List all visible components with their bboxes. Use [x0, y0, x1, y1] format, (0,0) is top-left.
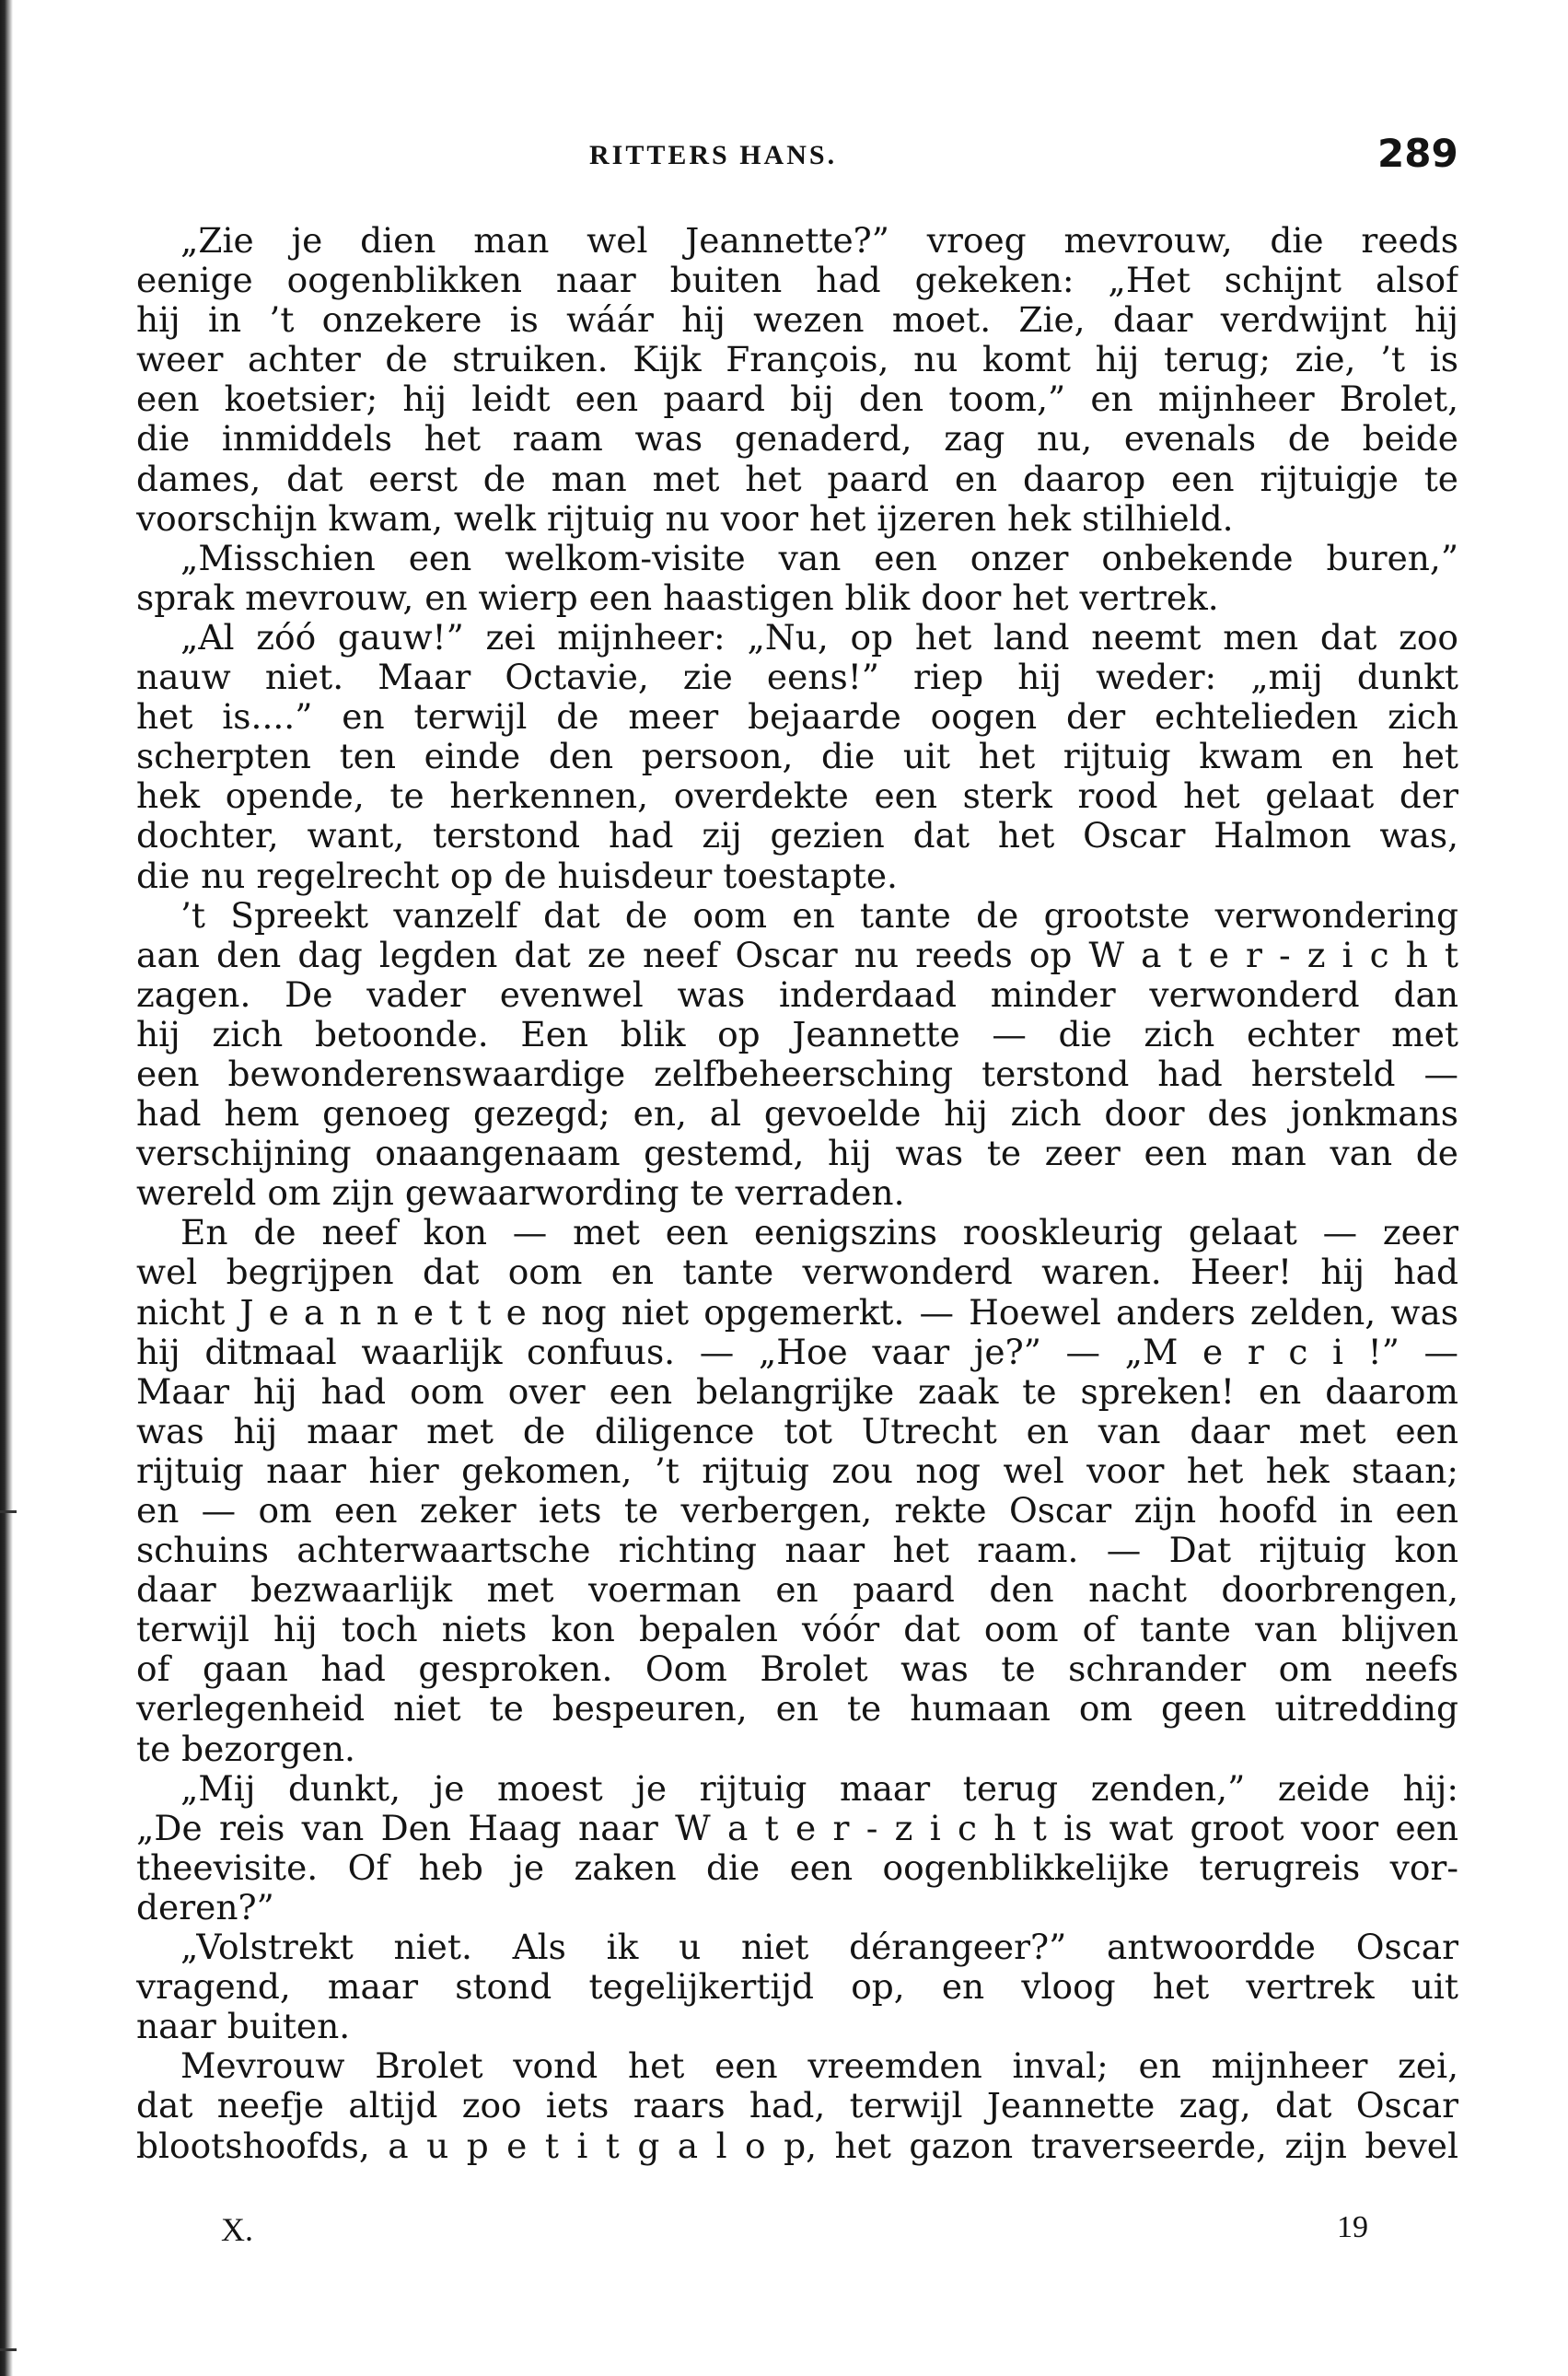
text-line: die nu regelrecht op de huisdeur toestapte.	[136, 856, 898, 896]
margin-mark	[0, 1510, 17, 1513]
text-line: „Volstrekt niet. Als ik u niet dérangeer?” antwoordde Oscar	[180, 1928, 1458, 1968]
text-line: te bezorgen.	[136, 1729, 355, 1769]
text-line: een bewonderenswaardige zelfbeheersching terstond had hersteld —	[136, 1054, 1458, 1094]
text-line: En de neef kon — met een eenigszins rooskleurig gelaat — zeer	[180, 1213, 1458, 1253]
text-line: hek opende, te herkennen, overdekte een sterk rood het gelaat der	[136, 776, 1458, 817]
text-line: had hem genoeg gezegd; en, al gevoelde hij zich door des jonkmans	[136, 1094, 1458, 1135]
text-line: dochter, want, terstond had zij gezien dat het Oscar Halmon was,	[136, 816, 1458, 856]
text-line: blootshoofds, a u p e t i t g a l o p, het gazon traverseerde, zijn bevel	[136, 2126, 1458, 2166]
text-line: dames, dat eerst de man met het paard en daarop een rijtuigje te	[136, 459, 1458, 499]
text-line: rijtuig naar hier gekomen, ’t rijtuig zou nog wel voor het hek staan;	[136, 1450, 1458, 1491]
text-line: naar buiten.	[136, 2007, 351, 2047]
text-line: of gaan had gesproken. Oom Brolet was te schrander om neefs	[136, 1649, 1458, 1690]
text-line: weer achter de struiken. Kijk François, nu komt hij terug; zie, ’t is	[136, 340, 1458, 380]
text-line: voorschijn kwam, welk rijtuig nu voor het ijzeren hek stilhield.	[136, 498, 1234, 539]
text-line: wereld om zijn gewaarwording te verraden.	[136, 1173, 905, 1214]
text-line: hij in ’t onzekere is wáár hij wezen moet. Zie, daar verdwijnt hij	[136, 300, 1458, 341]
text-line: aan den dag legden dat ze neef Oscar nu reeds op W a t e r - z i c h t	[136, 935, 1458, 975]
text-line: hij ditmaal waarlijk confuus. — „Hoe vaar je?” — „M e r c i !” —	[136, 1332, 1458, 1372]
sheet-number: 19	[1337, 2210, 1368, 2244]
text-line: het is....” en terwijl de meer bejaarde oogen der echtelieden zich	[136, 697, 1458, 738]
body-text	[136, 221, 1458, 2166]
text-line: „Zie je dien man wel Jeannette?” vroeg mevrouw, die reeds	[180, 221, 1458, 261]
text-line: die inmiddels het raam was genaderd, zag nu, evenals de beide	[136, 419, 1458, 460]
page-edge-shadow	[0, 0, 13, 2376]
text-line: verschijning onaangenaam gestemd, hij was te zeer een man van de	[136, 1134, 1458, 1174]
text-line: Maar hij had oom over een belangrijke zaak te spreken! en daarom	[136, 1371, 1458, 1412]
text-line: theevisite. Of heb je zaken die een oogenblikkelijke terugreis vor-	[136, 1847, 1458, 1888]
text-line: terwijl hij toch niets kon bepalen vóór dat oom of tante van blijven	[136, 1610, 1458, 1650]
text-line: deren?”	[136, 1887, 274, 1928]
text-line: „Misschien een welkom-visite van een onzer onbekende buren,”	[180, 538, 1458, 578]
text-line: Mevrouw Brolet vond het een vreemden inval; en mijnheer zei,	[180, 2046, 1458, 2087]
text-line: „De reis van Den Haag naar W a t e r - z i c h t is wat groot voor een	[136, 1808, 1458, 1848]
text-line: dat neefje altijd zoo iets raars had, terwijl Jeannette zag, dat Oscar	[136, 2086, 1458, 2126]
text-line: „Mij dunkt, je moest je rijtuig maar terug zenden,” zeide hij:	[180, 1768, 1458, 1809]
signature-mark: X.	[221, 2211, 253, 2248]
margin-mark	[0, 2348, 17, 2351]
text-line: hij zich betoonde. Een blik op Jeannette — die zich echter met	[136, 1014, 1458, 1054]
text-line: „Al zóó gauw!” zei mijnheer: „Nu, op het land neemt men dat zoo	[180, 617, 1458, 658]
text-line: en — om een zeker iets te verbergen, rekte Oscar zijn hoofd in een	[136, 1491, 1458, 1531]
text-line: schuins achterwaartsche richting naar het raam. — Dat rijtuig kon	[136, 1531, 1458, 1571]
text-line: zagen. De vader evenwel was inderdaad minder verwonderd dan	[136, 974, 1458, 1015]
text-line: vragend, maar stond tegelijkertijd op, en vloog het vertrek uit	[136, 1967, 1458, 2008]
text-line: scherpten ten einde den persoon, die uit het rijtuig kwam en het	[136, 737, 1458, 777]
text-line: sprak mevrouw, en wierp een haastigen blik door het vertrek.	[136, 577, 1219, 618]
text-line: was hij maar met de diligence tot Utrecht en van daar met een	[136, 1411, 1458, 1451]
text-line: wel begrijpen dat oom en tante verwonderd waren. Heer! hij had	[136, 1252, 1458, 1293]
text-line: verlegenheid niet te bespeuren, en te humaan om geen uitredding	[136, 1689, 1458, 1730]
text-line: eenige oogenblikken naar buiten had gekeken: „Het schijnt alsof	[136, 261, 1458, 301]
text-line: nicht J e a n n e t t e nog niet opgemerkt. — Hoewel anders zelden, was	[136, 1292, 1458, 1333]
page-number: 289	[1377, 131, 1458, 176]
text-line: daar bezwaarlijk met voerman en paard den nacht doorbrengen,	[136, 1570, 1458, 1611]
text-line: ’t Spreekt vanzelf dat de oom en tante de grootste verwondering	[180, 895, 1458, 936]
text-line: een koetsier; hij leidt een paard bij den toom,” en mijnheer Brolet,	[136, 379, 1458, 420]
text-line: nauw niet. Maar Octavie, zie eens!” riep hij weder: „mij dunkt	[136, 658, 1458, 698]
running-head: RITTERS HANS.	[589, 140, 838, 170]
